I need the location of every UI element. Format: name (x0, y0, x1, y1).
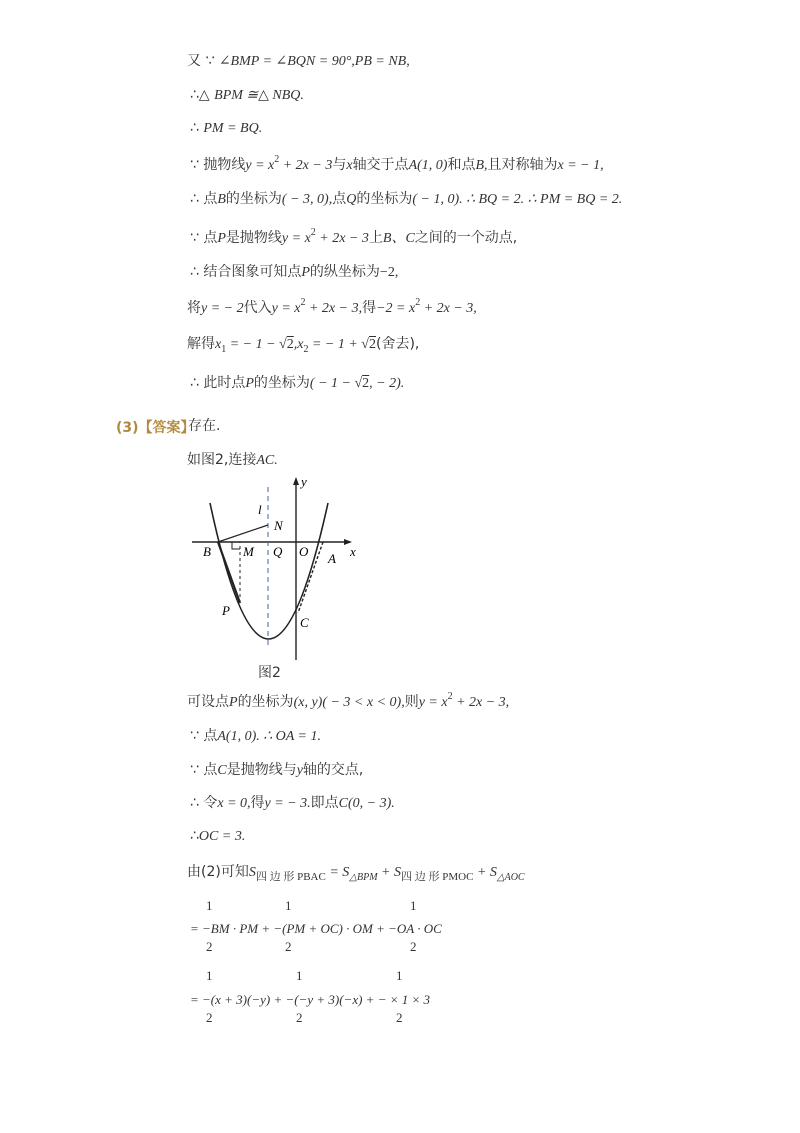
label-x: x (350, 544, 356, 559)
line-9: 解得$x_1$ = − $1 - √2,x_2$ = − 1 + √2(舍去), (187, 336, 420, 355)
answer-text: 存在. (188, 418, 221, 434)
label-n: N (274, 518, 283, 533)
figure-caption: 图2 (258, 665, 281, 681)
line-2: ∴△ BPM ≅△ NBQ. (190, 87, 304, 103)
segment-bp (218, 542, 240, 603)
line-10: ∴ 此时点P的坐标为( − 1 − √2, − 2). (190, 375, 405, 391)
line-1: 又 ∵ ∠BMP = ∠BQN = 90°,PB = NB, (187, 53, 410, 69)
label-p: P (222, 603, 230, 618)
line-8: 将y = − 2代入$y = x^2 + 2x - 3$,得$-2 = x^2 + 2x - 3$, (187, 297, 477, 316)
parabola-figure (190, 475, 370, 665)
label-c: C (300, 615, 309, 630)
line-6: ∵ 点P是抛物线$y = x^2 + 2x - 3$上B、C之间的一个动点, (190, 227, 518, 246)
line-13: ∵ 点A(1, 0). ∴ OA = 1. (190, 728, 321, 744)
label-l: l (258, 502, 262, 517)
line-16: ∴OC = 3. (190, 828, 246, 844)
line-12: 可设点P的坐标为(x, y)( − 3 < x < 0),则$y = x^2 + 2x - 3$, (187, 691, 510, 710)
line-11: 如图2,连接AC. (187, 452, 278, 468)
line-5: ∴ 点B的坐标为( − 3, 0),点Q的坐标为( − 1, 0). ∴ BQ = 2. ∴ PM = BQ = 2. (190, 191, 623, 207)
answer-tag: (3)【答案】 (116, 420, 195, 436)
label-y: y (301, 475, 307, 489)
label-q: Q (273, 544, 283, 559)
line-14: ∵ 点C是抛物线与y轴的交点, (190, 762, 364, 778)
label-o: O (299, 544, 309, 559)
y-axis-arrow-icon (293, 477, 299, 485)
line-3: ∴ PM = BQ. (190, 120, 263, 136)
line-l (218, 525, 268, 542)
line-17: 由(2)可知$S_{四 边 形 PBAC} = S_{\triangle BPM} + S_{四 边 形 PMOC} + S_{\triangle AOC}$ (187, 864, 525, 883)
label-m: M (243, 544, 254, 559)
label-b: B (203, 544, 211, 559)
line-15: ∴ 令x = 0,得y = − 3.即点C(0, − 3). (190, 795, 395, 811)
label-a: A (328, 551, 336, 566)
line-4: ∵ 抛物线$y = x^2 + 2x - 3$与x轴交于点A(1, 0)和点B,且对称轴为x = − 1, (190, 154, 604, 173)
line-7: ∴ 结合图象可知点P的纵坐标为−2, (190, 264, 399, 280)
right-angle-mark (232, 542, 240, 549)
